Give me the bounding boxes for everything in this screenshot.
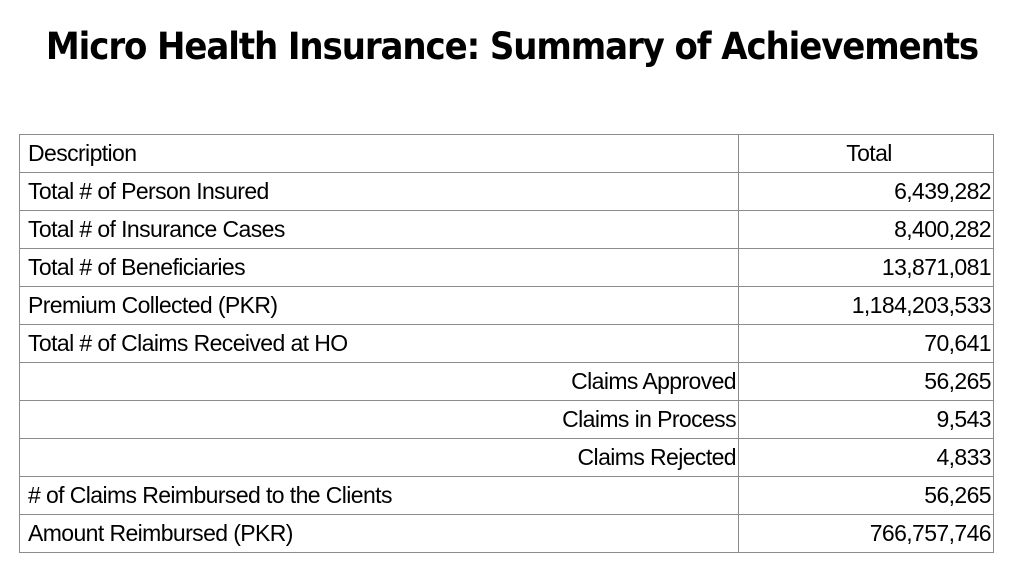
row-total: 766,757,746 bbox=[739, 515, 994, 553]
row-description: Total # of Claims Received at HO bbox=[20, 325, 739, 363]
row-description: Total # of Insurance Cases bbox=[20, 211, 739, 249]
summary-table bbox=[19, 134, 994, 553]
row-description: Total # of Beneficiaries bbox=[20, 249, 739, 287]
row-description: # of Claims Reimbursed to the Clients bbox=[20, 477, 739, 515]
header-description: Description bbox=[20, 135, 739, 173]
table-row bbox=[20, 477, 994, 515]
row-description: Claims Rejected bbox=[20, 439, 739, 477]
table-row bbox=[20, 325, 994, 363]
table-row-subitem bbox=[20, 439, 994, 477]
header-total: Total bbox=[739, 135, 994, 173]
table-row bbox=[20, 173, 994, 211]
table-row bbox=[20, 249, 994, 287]
row-total: 13,871,081 bbox=[739, 249, 994, 287]
row-description: Amount Reimbursed (PKR) bbox=[20, 515, 739, 553]
row-total: 9,543 bbox=[739, 401, 994, 439]
row-total: 56,265 bbox=[739, 477, 994, 515]
page-title: Micro Health Insurance: Summary of Achievements bbox=[45, 25, 979, 68]
row-description: Premium Collected (PKR) bbox=[20, 287, 739, 325]
row-total: 1,184,203,533 bbox=[739, 287, 994, 325]
table-row bbox=[20, 515, 994, 553]
row-total: 56,265 bbox=[739, 363, 994, 401]
row-total: 70,641 bbox=[739, 325, 994, 363]
table-row-subitem bbox=[20, 363, 994, 401]
row-total: 8,400,282 bbox=[739, 211, 994, 249]
row-total: 4,833 bbox=[739, 439, 994, 477]
table-row-subitem bbox=[20, 401, 994, 439]
row-description: Claims in Process bbox=[20, 401, 739, 439]
row-total: 6,439,282 bbox=[739, 173, 994, 211]
table-row bbox=[20, 211, 994, 249]
table-row bbox=[20, 287, 994, 325]
row-description: Claims Approved bbox=[20, 363, 739, 401]
table-header-row bbox=[20, 135, 994, 173]
row-description: Total # of Person Insured bbox=[20, 173, 739, 211]
